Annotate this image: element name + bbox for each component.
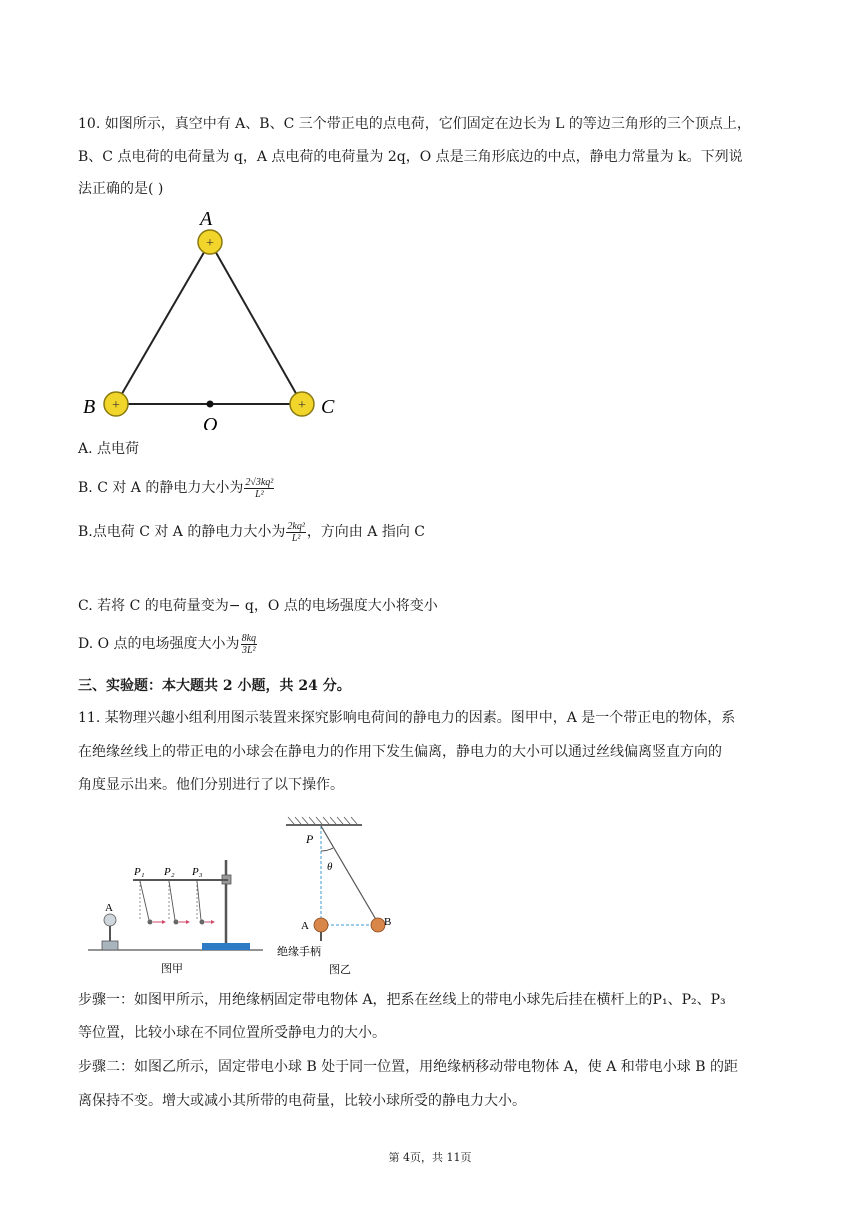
- svg-text:+: +: [206, 236, 214, 251]
- caption-yi: 图乙: [329, 964, 351, 976]
- q11-step2-line2: 离保持不变。增大或减小其所带的电荷量，比较小球所受的静电力大小。: [78, 1093, 526, 1109]
- triangle-charge-figure: [78, 205, 348, 430]
- figure-yi: [274, 813, 399, 978]
- label-c: C: [321, 396, 335, 418]
- fraction: $\frac{\text{2kq²}}{\text{L²}}$: [287, 520, 305, 544]
- q10-option-c: C. 若将 C 的电荷量变为− q，O 点的电场强度大小将变小: [78, 598, 438, 614]
- charged-object-a: [102, 902, 118, 950]
- q10-option-d: D. O 点的电场强度大小为 $\frac{8kq}{\text{3L²}}$: [78, 632, 257, 656]
- ball-a: [314, 918, 328, 932]
- svg-text:绝缘手柄: 绝缘手柄: [277, 946, 321, 958]
- fraction: $\frac{\text{2√3kq²}}{\text{L²}}$: [245, 476, 274, 500]
- svg-text:A: A: [301, 920, 309, 932]
- fraction: $\frac{8kq}{\text{3L²}}$: [241, 632, 257, 656]
- caption-jia: 图甲: [161, 963, 183, 975]
- pendulum-p2: [169, 881, 190, 925]
- pendulum-p3: [197, 881, 215, 925]
- svg-text:P: P: [306, 832, 314, 846]
- label-a: A: [200, 208, 213, 230]
- pendulum-p1: [140, 881, 166, 925]
- charge-c: [290, 392, 314, 416]
- q11-step1-line2: 等位置，比较小球在不同位置所受静电力的大小。: [78, 1025, 386, 1041]
- q10-stem-line3: 法正确的是( ): [78, 181, 164, 197]
- q11-step2-line1: 步骤二：如图乙所示，固定带电小球 B 处于同一位置，用绝缘柄移动带电物体 A，使 A 和带电小球 B 的距: [78, 1059, 738, 1075]
- svg-text:P₂: P₂: [164, 866, 175, 878]
- label-b: B: [83, 396, 96, 418]
- point-o: [207, 401, 214, 408]
- side-ab: [116, 242, 210, 404]
- q10-stem-line1: 10. 如图所示，真空中有 A、B、C 三个带正电的点电荷，它们固定在边长为 L 的等边三角形的三个顶点上，: [78, 116, 751, 132]
- section-heading: 三、实验题：本大题共 2 小题，共 24 分。: [78, 678, 351, 694]
- charge-b: [104, 392, 128, 416]
- svg-text:P₃: P₃: [192, 866, 203, 878]
- charge-a: [198, 230, 222, 254]
- side-ac: [210, 242, 302, 404]
- q11-step1-line1: 步骤一：如图甲所示，用绝缘柄固定带电物体 A，把系在丝线上的带电小球先后挂在横杆上的P₁、P₂、P₃: [78, 992, 726, 1008]
- figure-jia: [88, 845, 263, 980]
- q10-option-a: A. 点电荷: [78, 441, 140, 457]
- q11-stem-line1: 11. 某物理兴趣小组利用图示装置来探究影响电荷间的静电力的因素。图甲中，A 是一个带正电的物体，系: [78, 710, 736, 726]
- q10-stem-line2: B、C 点电荷的电荷量为 q，A 点电荷的电荷量为 2q，O 点是三角形底边的中点，静电力常量为 k。下列说: [78, 149, 743, 165]
- stand-base: [202, 943, 250, 950]
- page-footer: 第 4页，共 11页: [388, 1151, 472, 1164]
- svg-text:A: A: [105, 902, 113, 914]
- q10-option-b1: B. C 对 A 的静电力大小为 $\frac{\text{2√3kq²}}{\text{L²}}$: [78, 476, 274, 500]
- svg-text:B: B: [384, 916, 392, 928]
- q11-stem-line2: 在绝缘丝线上的带正电的小球会在静电力的作用下发生偏离，静电力的大小可以通过丝线偏离竖直方向的: [78, 744, 722, 760]
- ball-b: [371, 918, 385, 932]
- q11-stem-line3: 角度显示出来。他们分别进行了以下操作。: [78, 777, 344, 793]
- svg-text:P₁: P₁: [134, 866, 145, 878]
- svg-text:+: +: [298, 398, 306, 413]
- thread: [321, 826, 378, 923]
- label-o: O: [203, 414, 218, 430]
- svg-text:θ: θ: [327, 861, 333, 873]
- q10-option-b2: B.点电荷 C 对 A 的静电力大小为 $\frac{\text{2kq²}}{\text{L²}}$ ，方向由 A 指向 C: [78, 520, 425, 544]
- svg-text:+: +: [112, 398, 120, 413]
